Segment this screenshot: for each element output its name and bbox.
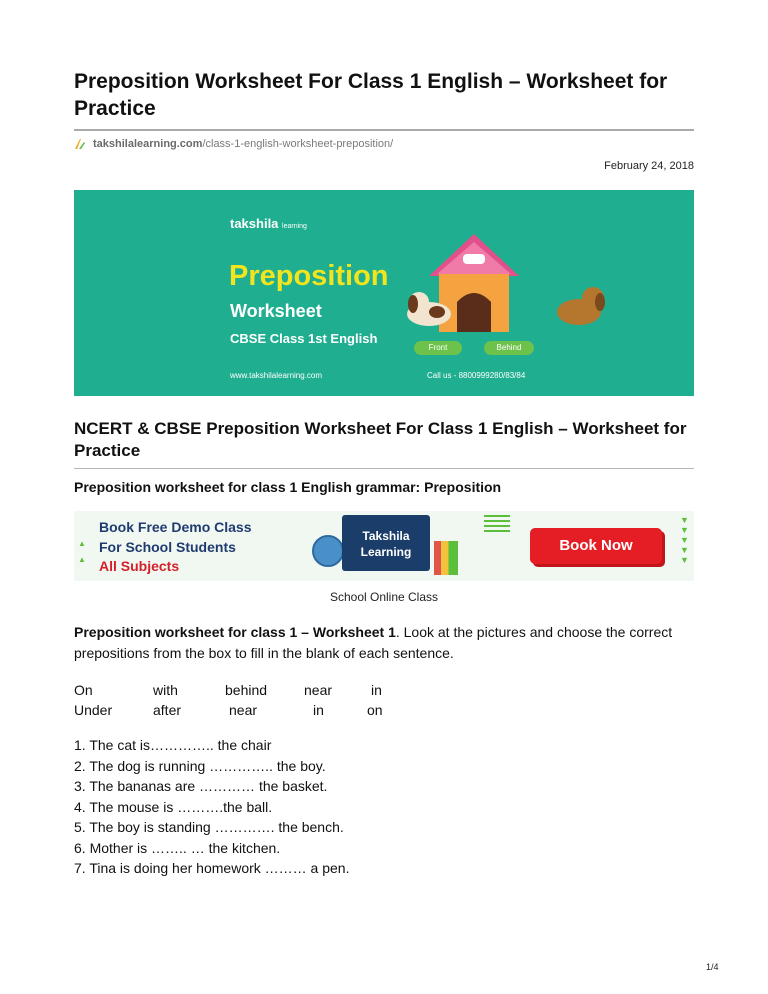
sentence-list — [74, 735, 349, 879]
ad-line-3: All Subjects — [99, 558, 180, 574]
publish-date: February 24, 2018 — [604, 160, 694, 172]
ad-line-1: Book Free Demo Class — [99, 519, 252, 535]
word-box-item: with — [153, 682, 178, 698]
worksheet-intro-bold: Preposition worksheet for class 1 – Worksheet 1 — [74, 624, 396, 640]
hero-subtitle: Worksheet — [230, 301, 322, 321]
section-heading: NCERT & CBSE Preposition Worksheet For Class 1 English – Worksheet for Practice — [74, 419, 687, 460]
ad-caption: School Online Class — [329, 590, 439, 604]
page-title: Preposition Worksheet For Class 1 English – Worksheet for Practice — [74, 70, 668, 120]
section-subheading: Preposition worksheet for class 1 English grammar: Preposition — [74, 479, 502, 495]
hero-website: www.takshilalearning.com — [230, 371, 323, 380]
word-box-item: after — [153, 702, 182, 718]
word-box-item: near — [229, 702, 258, 718]
hero-logo — [230, 216, 307, 231]
triangle-icon: ▲ — [78, 539, 86, 548]
ad-board — [342, 515, 430, 571]
hero-phone: Call us - 8800999280/83/84 — [427, 371, 526, 380]
hero-title: Preposition — [229, 260, 389, 292]
word-box-item: on — [367, 702, 383, 718]
triangle-icon: ▲ — [78, 555, 86, 564]
hero-logo-text: takshila — [230, 216, 279, 231]
behind-label: Behind — [484, 341, 534, 355]
source-link[interactable] — [74, 138, 393, 150]
word-box-item: Under — [74, 702, 113, 718]
ad-board-line-1: Takshila — [362, 529, 410, 543]
sentence-item: 3. The bananas are ………… the basket. — [74, 778, 328, 794]
sentence-item: 4. The mouse is ……….the ball. — [74, 798, 273, 815]
word-box-item: in — [313, 702, 324, 718]
word-box-item: behind — [225, 682, 268, 698]
ad-banner[interactable] — [74, 511, 694, 581]
worksheet-intro-text: . Look at the pictures and choose the correct prepositions from the box to fill in the blank of each sentence. — [74, 624, 673, 661]
source-domain[interactable]: takshilalearning.com — [93, 138, 203, 150]
source-logo-icon — [74, 138, 88, 150]
word-box-item: On — [74, 682, 93, 698]
section-divider — [74, 468, 694, 469]
page-number: 1/4 — [706, 962, 719, 972]
doghouse-dogs-illustration — [399, 226, 629, 341]
sentence-item: 1. The cat is………….. the chair — [74, 737, 272, 753]
hero-banner-image — [74, 190, 694, 396]
title-divider — [74, 129, 694, 131]
front-label: Front — [414, 341, 462, 355]
arrow-down-icons: ▼ ▼ ▼ ▼ ▼ — [680, 515, 689, 565]
worksheet-intro — [74, 622, 694, 664]
ad-board-line-2: Learning — [360, 545, 412, 559]
ad-line-2: For School Students — [99, 539, 236, 555]
hero-subtitle-2: CBSE Class 1st English — [230, 331, 378, 346]
sentence-item: 5. The boy is standing …………. the bench. — [74, 819, 344, 835]
word-box-item: near — [304, 682, 333, 698]
sentence-item: 6. Mother is …….. … the kitchen. — [74, 839, 281, 856]
sentence-item: 2. The dog is running ………….. the boy. — [74, 757, 326, 774]
sentence-item: 7. Tina is doing her homework ……… a pen. — [74, 860, 350, 876]
globe-icon — [312, 535, 344, 567]
source-path[interactable]: /class-1-english-worksheet-preposition/ — [202, 138, 394, 150]
hero-logo-suffix: learning — [282, 223, 307, 230]
decorative-stripes — [484, 515, 510, 535]
books-icon — [434, 541, 458, 575]
word-box-item: in — [371, 682, 382, 698]
book-now-button[interactable]: Book Now — [530, 528, 662, 564]
